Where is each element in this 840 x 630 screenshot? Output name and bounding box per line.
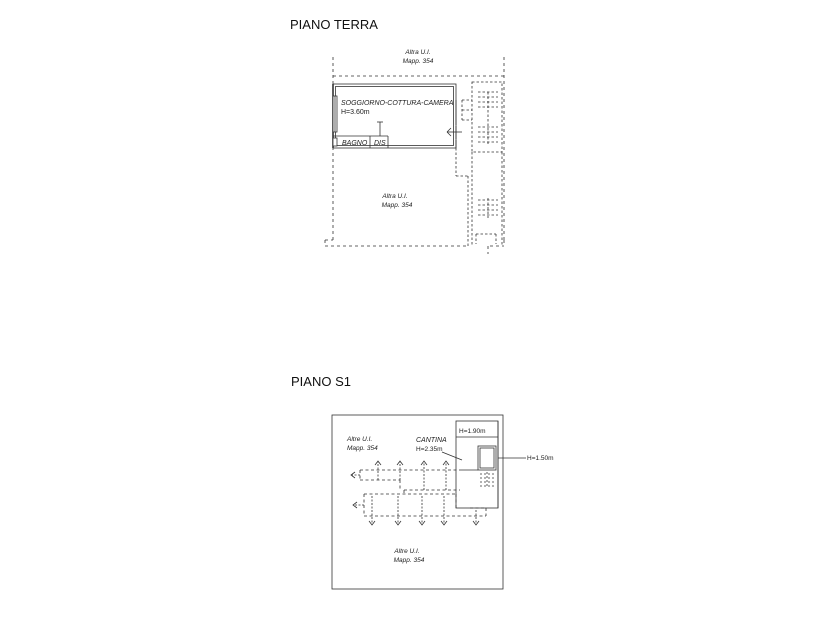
other-units-bottom-line1: Altre U.I.	[394, 548, 420, 555]
basement-corridors	[360, 470, 486, 516]
other-unit-center-line2: Mapp. 354	[381, 202, 413, 209]
living-room-height: H=3.60m	[341, 109, 370, 116]
other-units-bottom-line2: Mapp. 354	[393, 557, 425, 564]
cellar-label: CANTINA	[416, 437, 447, 444]
ground-floor-plan	[325, 49, 504, 254]
apartment-walls	[333, 84, 456, 148]
other-units-left-line2: Mapp. 354	[347, 445, 378, 452]
dis-label: DIS	[374, 140, 386, 147]
staircase-area	[456, 82, 502, 246]
other-units-left-line1: Altre U.I.	[347, 436, 373, 443]
other-unit-top-line2: Mapp. 354	[402, 58, 434, 65]
cellar-height: H=2.35m	[416, 446, 443, 453]
living-room-label: SOGGIORNO-COTTURA-CAMERA	[341, 100, 454, 107]
ground-floor-title: PIANO TERRA	[290, 17, 378, 32]
cellar-leader-line	[442, 452, 462, 460]
upper-room-height: H=1.90m	[459, 428, 486, 435]
circulation-arrows	[351, 461, 479, 525]
basement-floor-title: PIANO S1	[291, 374, 351, 389]
basement-stair-marks	[480, 472, 494, 488]
entrance-door	[447, 126, 462, 139]
windows-left	[333, 96, 337, 146]
right-room-height: H=1.50m	[527, 455, 554, 462]
other-unit-top-line1: Altra U.I.	[405, 49, 431, 56]
bathroom-label: BAGNO	[342, 140, 368, 147]
basement-floor-plan	[332, 415, 554, 589]
other-unit-center-line1: Altra U.I.	[382, 193, 408, 200]
